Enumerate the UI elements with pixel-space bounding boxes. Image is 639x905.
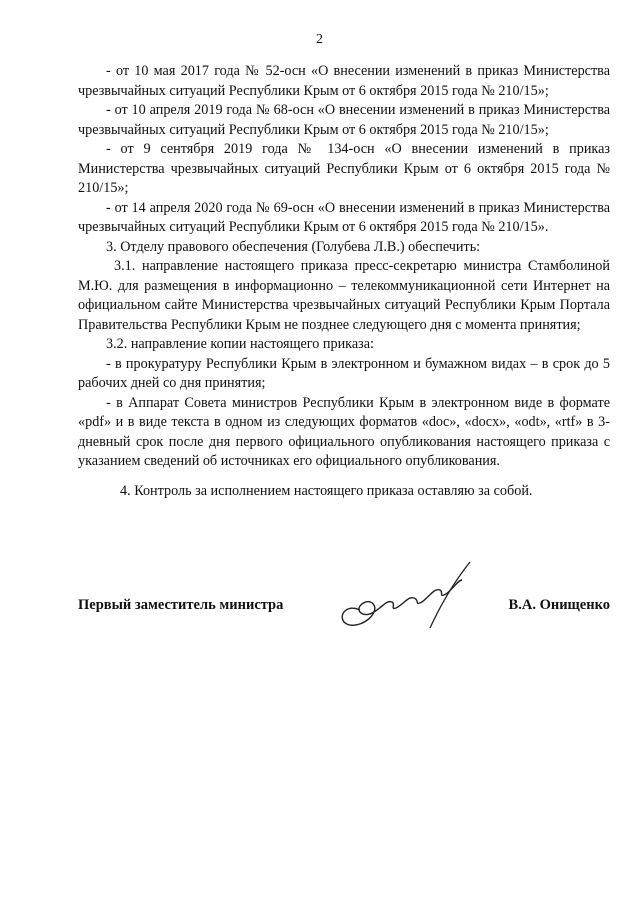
clause-3-2: 3.2. направление копии настоящего приказа:: [106, 336, 374, 352]
amendment-item-1: - от 10 мая 2017 года № 52-осн «О внесении изменений в приказ Министерства чрезвычайных ситуаций Республики Крым от 6 октября 2015 года № 210/15»;: [78, 63, 610, 99]
signatory-name: В.А. Онищенко: [508, 597, 610, 613]
signature-block: [78, 597, 610, 627]
clause-3-2-prosecutor: - в прокуратуру Республики Крым в электронном и бумажном видах – в срок до 5 рабочих дней со дня принятия;: [78, 355, 610, 391]
document-body: [78, 62, 610, 501]
clause-3: 3. Отделу правового обеспечения (Голубева Л.В.) обеспечить:: [106, 238, 481, 255]
amendment-item-2: - от 10 апреля 2019 года № 68-осн «О внесении изменений в приказ Министерства чрезвычайных ситуаций Республики Крым от 6 октября 2015 года № 210/15»;: [78, 102, 610, 138]
signatory-title: Первый заместитель министра: [78, 597, 284, 613]
clause-3-1: 3.1. направление настоящего приказа пресс-секретарю министра Стамболиной М.Ю. для размещения в информационно – телекоммуникационной сети Интернет на официальном сайте Министерства чрезвычайных ситуаций Республики Крым Портала Правительства Республики Крым не позднее следующего дня с момента принятия;: [78, 258, 610, 333]
amendment-item-4: - от 14 апреля 2020 года № 69-осн «О внесении изменений в приказ Министерства чрезвычайных ситуаций Республики Крым от 6 октября 2015 года № 210/15».: [78, 199, 610, 235]
clause-3-2-apparatus: - в Аппарат Совета министров Республики Крым в электронном виде в формате «pdf» и в виде текста в одном из следующих форматов «doc», «docx», «odt», «rtf» в 3-дневный срок после дня первого официального опубликования настоящего приказа с указанием сведений об источниках его официального опубликования.: [78, 394, 610, 469]
page-number: 2: [316, 32, 323, 47]
amendment-item-3: - от 9 сентября 2019 года № 134-осн «О внесении изменений в приказ Министерства чрезвычайных ситуаций Республики Крым от 6 октября 2015 года № 210/15»;: [78, 141, 610, 196]
clause-4: 4. Контроль за исполнением настоящего приказа оставляю за собой.: [120, 482, 533, 499]
